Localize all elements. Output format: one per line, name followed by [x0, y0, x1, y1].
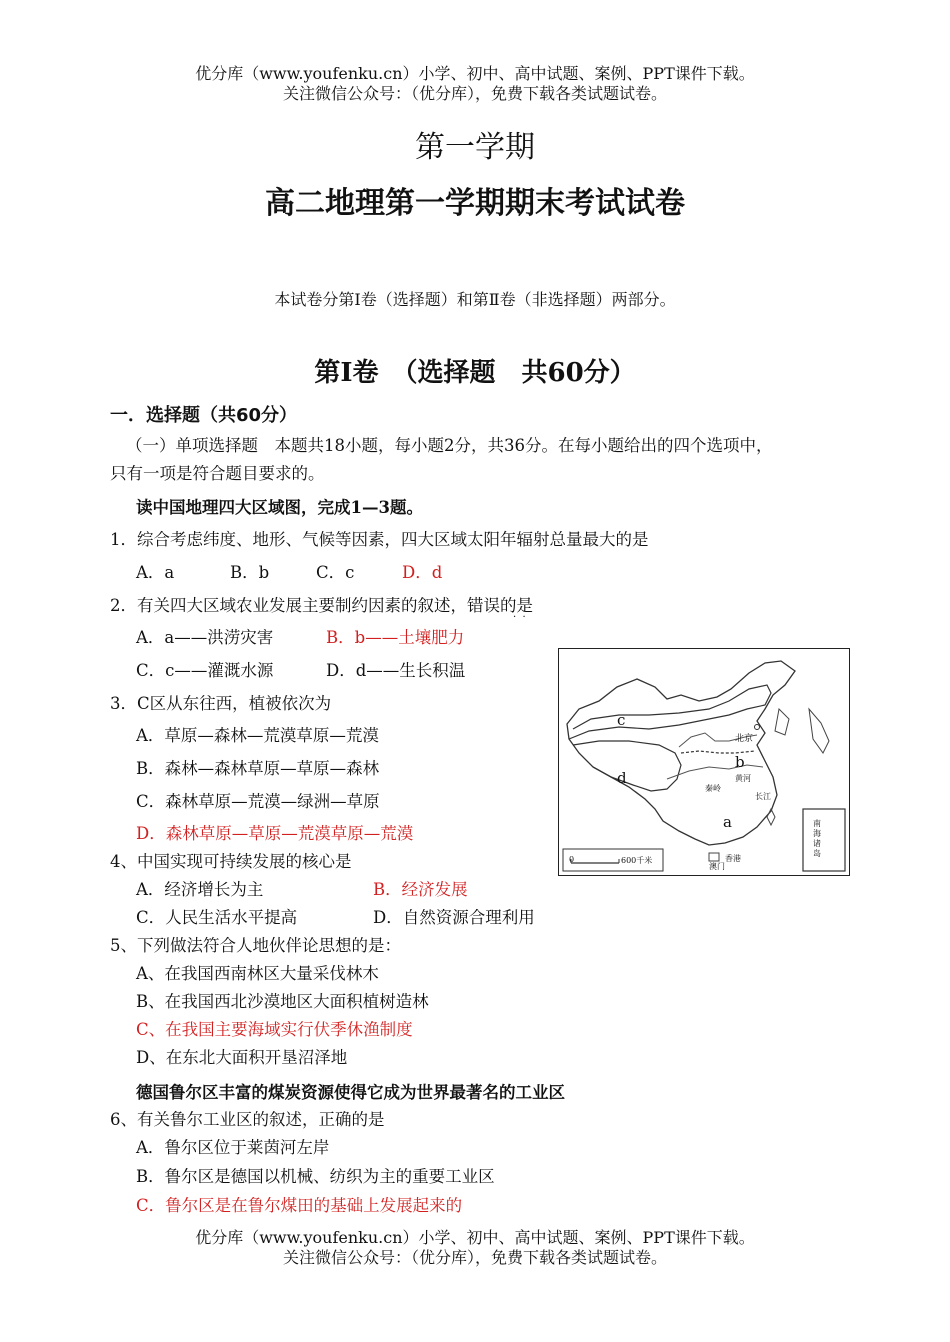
exam-title: 高二地理第一学期期末考试试卷	[265, 186, 685, 221]
region-d-boundary	[573, 741, 681, 791]
q3-option-c: C．森林草原—荒漠—绿洲—草原	[136, 792, 380, 811]
instructions-line-2: 只有一项是符合题目要求的。	[110, 464, 325, 483]
q1-option-c: C．c	[316, 563, 355, 582]
region-d-label: d	[617, 769, 627, 787]
q3-stem: 3．C区从东往西，植被依次为	[110, 694, 332, 713]
q4-option-d: D．自然资源合理利用	[373, 908, 535, 927]
q5-option-d: D、在东北大面积开垦沼泽地	[136, 1048, 348, 1067]
south-sea-islands-label: 南海诸岛	[813, 819, 821, 858]
part-heading: 一．选择题（共60分）	[110, 405, 298, 426]
q2-stem: 2．有关四大区域农业发展主要制约因素的叙述，错误的是	[110, 596, 533, 615]
header-line-1: 优分库（www.youfenku.cn）小学、初中、高中试题、案例、PPT课件下载。	[195, 64, 755, 83]
q3-option-b: B．森林—森林草原—草原—森林	[136, 759, 380, 778]
q5-stem: 5、下列做法符合人地伙伴论思想的是：	[110, 936, 401, 955]
q2-option-d: D．d——生长积温	[326, 661, 466, 680]
qinling-label: 秦岭	[705, 784, 721, 793]
q4-stem: 4、中国实现可持续发展的核心是	[110, 852, 352, 871]
yellow-river-label: 黄河	[735, 774, 751, 783]
footer-line-2: 关注微信公众号：（优分库），免费下载各类试题试卷。	[282, 1248, 667, 1267]
q5-option-a: A、在我国西南林区大量采伐林木	[136, 964, 379, 983]
scale-label: 600千米	[621, 856, 653, 865]
q5-option-c-answer: C、在我国主要海域实行伏季休渔制度	[136, 1020, 413, 1039]
ruhr-prompt: 德国鲁尔区丰富的煤炭资源使得它成为世界最著名的工业区	[136, 1083, 565, 1102]
exam-intro: 本试卷分第Ⅰ卷（选择题）和第Ⅱ卷（非选择题）两部分。	[274, 290, 676, 309]
china-regions-map	[558, 648, 850, 876]
macau-label: 澳门	[709, 862, 725, 871]
region-c-label: c	[617, 711, 626, 729]
footer-line-1: 优分库（www.youfenku.cn）小学、初中、高中试题、案例、PPT课件下载。	[195, 1228, 755, 1247]
region-b-label: b	[735, 753, 745, 771]
q1-option-d-answer: D．d	[402, 563, 443, 582]
q1-option-b: B．b	[230, 563, 270, 582]
q4-option-a: A．经济增长为主	[136, 880, 264, 899]
yangtze-label: 长江	[755, 792, 771, 801]
q6-option-b: B．鲁尔区是德国以机械、纺织为主的重要工业区	[136, 1167, 495, 1186]
emphasis-dots: · ·	[513, 612, 526, 623]
instructions-line-1: （一）单项选择题 本题共18小题，每小题2分，共36分。在每小题给出的四个选项中，	[126, 436, 773, 455]
japan-outline	[809, 709, 829, 753]
beijing-label: 北京	[735, 734, 754, 744]
q6-option-a: A．鲁尔区位于莱茵河左岸	[136, 1138, 330, 1157]
map-prompt: 读中国地理四大区域图，完成1—3题。	[136, 498, 423, 517]
hainan-outline	[709, 853, 719, 861]
q1-stem: 1．综合考虑纬度、地形、气候等因素，四大区域太阳年辐射总量最大的是	[110, 530, 649, 549]
map-drawing	[559, 649, 849, 875]
region-a-label: a	[723, 813, 732, 831]
header-line-2: 关注微信公众号：（优分库），免费下载各类试题试卷。	[282, 84, 667, 103]
beijing-marker	[755, 725, 760, 730]
korea-outline	[775, 709, 789, 735]
q2-option-c: C．c——灌溉水源	[136, 661, 274, 680]
q2-option-a: A．a——洪涝灾害	[136, 628, 274, 647]
q6-option-c-answer: C．鲁尔区是在鲁尔煤田的基础上发展起来的	[136, 1196, 463, 1215]
q3-option-d-answer: D．森林草原—草原—荒漠草原—荒漠	[136, 824, 414, 843]
semester-title: 第一学期	[415, 130, 535, 165]
q6-stem: 6、有关鲁尔工业区的叙述，正确的是	[110, 1110, 385, 1129]
section-title: 第Ⅰ卷 （选择题 共60分）	[314, 358, 636, 388]
scale-zero-label: 0	[569, 855, 575, 864]
hongkong-label: 香港	[725, 854, 741, 863]
q5-option-b: B、在我国西北沙漠地区大面积植树造林	[136, 992, 429, 1011]
q2-option-b-answer: B．b——土壤肥力	[326, 628, 465, 647]
q4-option-c: C．人民生活水平提高	[136, 908, 298, 927]
q1-option-a: A．a	[136, 563, 175, 582]
q4-option-b-answer: B．经济发展	[373, 880, 468, 899]
q3-option-a: A．草原—森林—荒漠草原—荒漠	[136, 726, 379, 745]
